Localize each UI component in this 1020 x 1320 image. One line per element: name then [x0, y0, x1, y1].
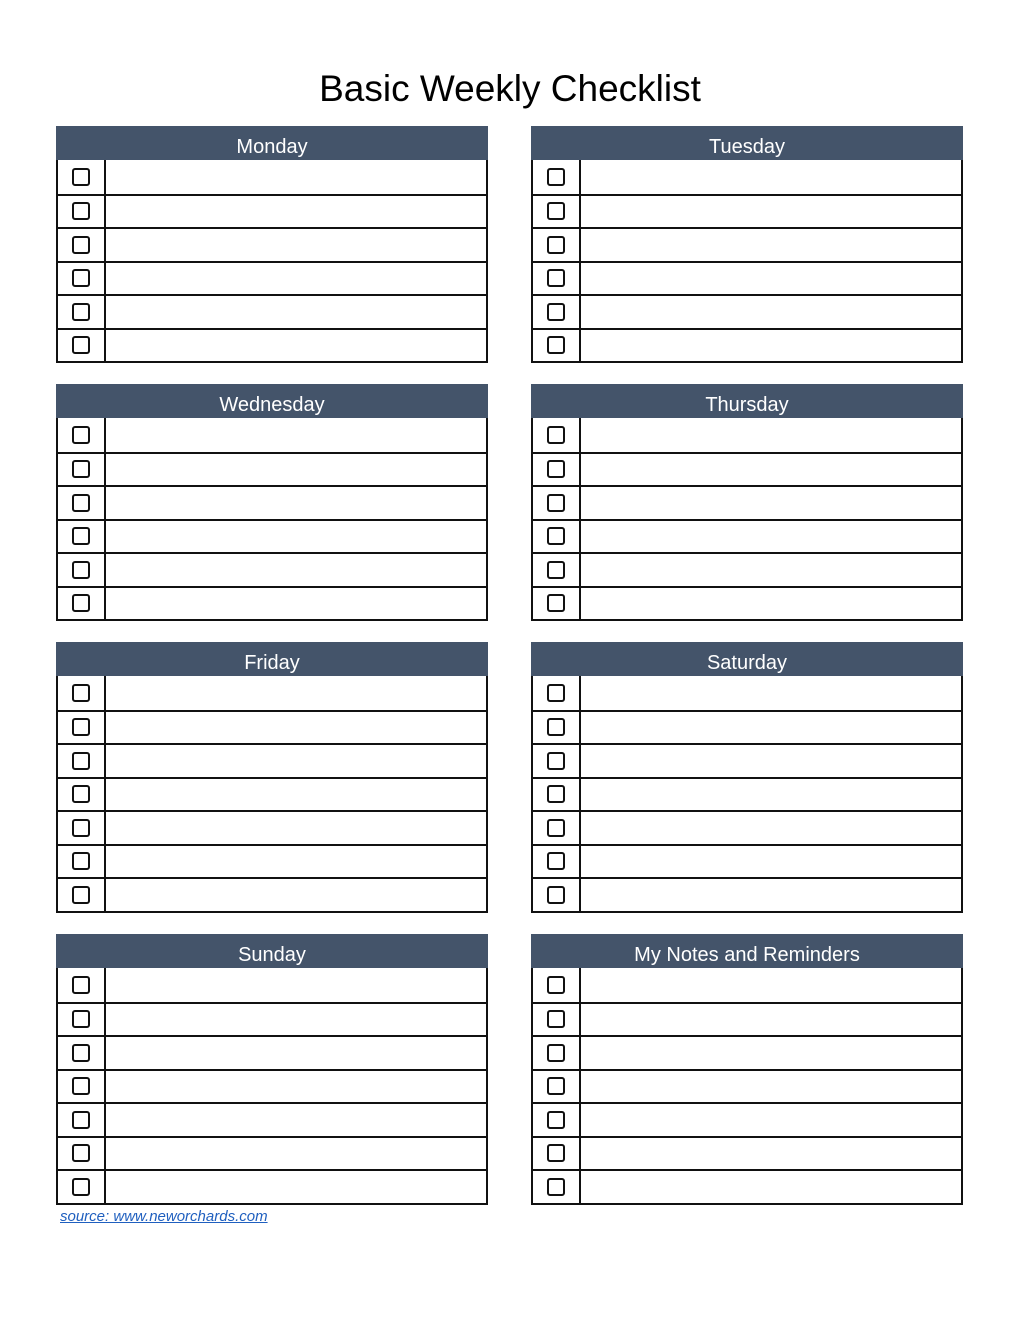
- checkbox[interactable]: [72, 202, 90, 220]
- checkbox[interactable]: [72, 426, 90, 444]
- checklist-row: [58, 586, 486, 620]
- task-text-field[interactable]: [581, 1138, 961, 1170]
- checkbox-cell: [58, 712, 106, 744]
- checkbox[interactable]: [547, 202, 565, 220]
- checkbox[interactable]: [72, 269, 90, 287]
- checkbox[interactable]: [72, 236, 90, 254]
- checkbox-cell: [533, 160, 581, 194]
- checkbox[interactable]: [72, 1010, 90, 1028]
- checkbox-cell: [58, 263, 106, 295]
- task-text-field[interactable]: [581, 676, 961, 710]
- checkbox[interactable]: [72, 1044, 90, 1062]
- checkbox-cell: [58, 1071, 106, 1103]
- checklist-row: [58, 160, 486, 194]
- panel-header: Tuesday: [531, 126, 963, 160]
- checklist-row: [533, 160, 961, 194]
- panel-tuesday: [531, 126, 963, 363]
- checkbox[interactable]: [547, 684, 565, 702]
- checklist-row: [533, 227, 961, 261]
- checklist-rows: [531, 968, 963, 1205]
- checkbox-cell: [533, 229, 581, 261]
- checkbox-cell: [58, 554, 106, 586]
- checkbox-cell: [58, 588, 106, 620]
- checkbox-cell: [533, 1104, 581, 1136]
- checklist-row: [58, 418, 486, 452]
- checkbox-cell: [533, 812, 581, 844]
- task-text-field[interactable]: [106, 812, 486, 844]
- checklist-row: [533, 418, 961, 452]
- checkbox[interactable]: [547, 494, 565, 512]
- task-text-field[interactable]: [581, 712, 961, 744]
- checkbox-cell: [533, 454, 581, 486]
- task-text-field[interactable]: [581, 1104, 961, 1136]
- checklist-row: [58, 1002, 486, 1036]
- task-text-field[interactable]: [106, 779, 486, 811]
- panel-header: Wednesday: [56, 384, 488, 418]
- checklist-row: [58, 710, 486, 744]
- checkbox-cell: [533, 1037, 581, 1069]
- checklist-row: [533, 1035, 961, 1069]
- task-text-field[interactable]: [106, 521, 486, 553]
- checkbox-cell: [533, 1004, 581, 1036]
- panel-header: Monday: [56, 126, 488, 160]
- checklist-row: [533, 519, 961, 553]
- checklist-row: [58, 227, 486, 261]
- checkbox-cell: [58, 296, 106, 328]
- checklist-row: [533, 676, 961, 710]
- task-text-field[interactable]: [581, 229, 961, 261]
- checkbox[interactable]: [547, 1044, 565, 1062]
- task-text-field[interactable]: [581, 779, 961, 811]
- task-text-field[interactable]: [106, 1071, 486, 1103]
- task-text-field[interactable]: [106, 1004, 486, 1036]
- checkbox-cell: [533, 263, 581, 295]
- checkbox[interactable]: [547, 269, 565, 287]
- checkbox[interactable]: [547, 752, 565, 770]
- checkbox[interactable]: [547, 460, 565, 478]
- checkbox-cell: [533, 418, 581, 452]
- checklist-row: [58, 1069, 486, 1103]
- task-text-field[interactable]: [106, 676, 486, 710]
- task-text-field[interactable]: [106, 712, 486, 744]
- checkbox-cell: [58, 1171, 106, 1203]
- task-text-field[interactable]: [106, 487, 486, 519]
- checkbox[interactable]: [547, 785, 565, 803]
- checkbox[interactable]: [72, 527, 90, 545]
- task-text-field[interactable]: [581, 745, 961, 777]
- checkbox-cell: [533, 1071, 581, 1103]
- task-text-field[interactable]: [106, 1104, 486, 1136]
- task-text-field[interactable]: [581, 296, 961, 328]
- checklist-row: [58, 810, 486, 844]
- checklist-row: [58, 1035, 486, 1069]
- panel-thursday: [531, 384, 963, 621]
- checkbox[interactable]: [547, 1144, 565, 1162]
- checkbox-cell: [533, 1138, 581, 1170]
- checkbox-cell: [533, 296, 581, 328]
- task-text-field[interactable]: [581, 263, 961, 295]
- checklist-rows: [531, 418, 963, 621]
- task-text-field[interactable]: [581, 554, 961, 586]
- panel-header: Sunday: [56, 934, 488, 968]
- checklist-row: [58, 552, 486, 586]
- task-text-field[interactable]: [106, 229, 486, 261]
- task-text-field[interactable]: [581, 1037, 961, 1069]
- checklist-row: [58, 485, 486, 519]
- checkbox-cell: [533, 521, 581, 553]
- checkbox-cell: [58, 418, 106, 452]
- checklist-row: [58, 519, 486, 553]
- checkbox[interactable]: [72, 684, 90, 702]
- checkbox-cell: [58, 521, 106, 553]
- checkbox[interactable]: [72, 1077, 90, 1095]
- checkbox[interactable]: [547, 561, 565, 579]
- checklist-row: [533, 452, 961, 486]
- checkbox[interactable]: [547, 236, 565, 254]
- task-text-field[interactable]: [106, 879, 486, 911]
- checkbox[interactable]: [547, 718, 565, 736]
- checklist-row: [533, 1136, 961, 1170]
- task-text-field[interactable]: [581, 160, 961, 194]
- checkbox-cell: [533, 330, 581, 362]
- checklist-row: [533, 877, 961, 911]
- checkbox-cell: [533, 846, 581, 878]
- task-text-field[interactable]: [581, 454, 961, 486]
- checkbox-cell: [58, 1104, 106, 1136]
- task-text-field[interactable]: [106, 196, 486, 228]
- checkbox-cell: [533, 968, 581, 1002]
- checkbox-cell: [58, 745, 106, 777]
- panel-wednesday: [56, 384, 488, 621]
- task-text-field[interactable]: [106, 160, 486, 194]
- checklist-row: [533, 1169, 961, 1203]
- task-text-field[interactable]: [106, 846, 486, 878]
- checkbox-cell: [533, 712, 581, 744]
- checkbox[interactable]: [547, 168, 565, 186]
- checklist-row: [58, 777, 486, 811]
- checkbox-cell: [533, 487, 581, 519]
- page-title: Basic Weekly Checklist: [319, 68, 701, 109]
- checkbox-cell: [533, 779, 581, 811]
- checklist-row: [58, 294, 486, 328]
- checkbox-cell: [58, 879, 106, 911]
- task-text-field[interactable]: [106, 454, 486, 486]
- checkbox[interactable]: [547, 426, 565, 444]
- checkbox[interactable]: [547, 1077, 565, 1095]
- checklist-row: [58, 1136, 486, 1170]
- task-text-field[interactable]: [581, 487, 961, 519]
- checkbox-cell: [58, 330, 106, 362]
- checklist-rows: [56, 676, 488, 913]
- checkbox-cell: [58, 846, 106, 878]
- checkbox[interactable]: [547, 819, 565, 837]
- checkbox[interactable]: [72, 718, 90, 736]
- task-text-field[interactable]: [106, 263, 486, 295]
- checkbox-cell: [58, 1037, 106, 1069]
- checkbox-cell: [58, 160, 106, 194]
- checkbox[interactable]: [72, 561, 90, 579]
- checkbox[interactable]: [72, 852, 90, 870]
- checkbox-cell: [58, 1004, 106, 1036]
- checklist-row: [58, 1169, 486, 1203]
- checkbox-cell: [533, 196, 581, 228]
- checklist-row: [533, 586, 961, 620]
- checkbox-cell: [533, 1171, 581, 1203]
- checkbox[interactable]: [547, 303, 565, 321]
- panel-header: My Notes and Reminders: [531, 934, 963, 968]
- checkbox[interactable]: [547, 1178, 565, 1196]
- checkbox-cell: [533, 588, 581, 620]
- panel-monday: [56, 126, 488, 363]
- checklist-row: [58, 968, 486, 1002]
- checklist-row: [58, 328, 486, 362]
- checkbox[interactable]: [72, 976, 90, 994]
- checklist-rows: [531, 676, 963, 913]
- task-text-field[interactable]: [581, 1171, 961, 1203]
- task-text-field[interactable]: [581, 846, 961, 878]
- task-text-field[interactable]: [581, 879, 961, 911]
- checkbox[interactable]: [547, 527, 565, 545]
- checkbox[interactable]: [72, 460, 90, 478]
- checklist-row: [58, 194, 486, 228]
- checkbox-cell: [533, 879, 581, 911]
- checklist-row: [58, 743, 486, 777]
- checklist-row: [533, 710, 961, 744]
- checklist-row: [533, 194, 961, 228]
- checkbox[interactable]: [72, 752, 90, 770]
- task-text-field[interactable]: [581, 812, 961, 844]
- checklist-row: [58, 452, 486, 486]
- task-text-field[interactable]: [106, 588, 486, 620]
- checkbox[interactable]: [72, 494, 90, 512]
- task-text-field[interactable]: [581, 418, 961, 452]
- checklist-row: [533, 810, 961, 844]
- task-text-field[interactable]: [581, 1004, 961, 1036]
- checkbox[interactable]: [72, 168, 90, 186]
- checklist-row: [533, 844, 961, 878]
- checklist-row: [58, 844, 486, 878]
- task-text-field[interactable]: [106, 1037, 486, 1069]
- checkbox[interactable]: [72, 886, 90, 904]
- task-text-field[interactable]: [581, 588, 961, 620]
- checkbox-cell: [58, 196, 106, 228]
- checkbox-cell: [58, 229, 106, 261]
- checkbox[interactable]: [72, 819, 90, 837]
- checklist-row: [533, 552, 961, 586]
- panel-friday: [56, 642, 488, 913]
- checkbox[interactable]: [72, 336, 90, 354]
- checkbox[interactable]: [72, 785, 90, 803]
- checklist-row: [533, 328, 961, 362]
- checklist-row: [533, 261, 961, 295]
- checkbox-cell: [58, 779, 106, 811]
- checkbox[interactable]: [547, 1010, 565, 1028]
- panel-my-notes-and-reminders: [531, 934, 963, 1205]
- checkbox-cell: [58, 812, 106, 844]
- panel-saturday: [531, 642, 963, 913]
- checklist-row: [533, 1002, 961, 1036]
- checkbox[interactable]: [547, 594, 565, 612]
- task-text-field[interactable]: [581, 1071, 961, 1103]
- checkbox-cell: [58, 968, 106, 1002]
- checkbox-cell: [533, 676, 581, 710]
- task-text-field[interactable]: [106, 554, 486, 586]
- checkbox[interactable]: [547, 976, 565, 994]
- checklist-row: [533, 968, 961, 1002]
- checkbox[interactable]: [547, 886, 565, 904]
- checkbox-cell: [533, 554, 581, 586]
- task-text-field[interactable]: [106, 330, 486, 362]
- task-text-field[interactable]: [106, 1138, 486, 1170]
- panel-header: Friday: [56, 642, 488, 676]
- checkbox-cell: [58, 1138, 106, 1170]
- checkbox[interactable]: [72, 1178, 90, 1196]
- checklist-row: [533, 1069, 961, 1103]
- checkbox-cell: [58, 454, 106, 486]
- checklist-row: [533, 1102, 961, 1136]
- panel-header: Saturday: [531, 642, 963, 676]
- task-text-field[interactable]: [106, 1171, 486, 1203]
- checkbox[interactable]: [72, 1111, 90, 1129]
- checklist-row: [533, 294, 961, 328]
- task-text-field[interactable]: [106, 296, 486, 328]
- panel-header: Thursday: [531, 384, 963, 418]
- checkbox-cell: [58, 487, 106, 519]
- checkbox[interactable]: [72, 303, 90, 321]
- checklist-row: [533, 777, 961, 811]
- panel-sunday: [56, 934, 488, 1205]
- checklist-row: [58, 261, 486, 295]
- checklist-row: [533, 485, 961, 519]
- checklist-rows: [56, 160, 488, 363]
- checkbox[interactable]: [72, 1144, 90, 1162]
- checklist-rows: [56, 418, 488, 621]
- checklist-rows: [56, 968, 488, 1205]
- task-text-field[interactable]: [106, 745, 486, 777]
- checklist-row: [58, 1102, 486, 1136]
- task-text-field[interactable]: [106, 968, 486, 1002]
- task-text-field[interactable]: [581, 968, 961, 1002]
- checklist-row: [58, 877, 486, 911]
- task-text-field[interactable]: [581, 330, 961, 362]
- task-text-field[interactable]: [581, 521, 961, 553]
- checkbox[interactable]: [547, 852, 565, 870]
- source-link[interactable]: source: www.neworchards.com: [60, 1208, 268, 1225]
- checkbox-cell: [58, 676, 106, 710]
- task-text-field[interactable]: [581, 196, 961, 228]
- checklist-row: [533, 743, 961, 777]
- checklist-rows: [531, 160, 963, 363]
- checkbox[interactable]: [547, 1111, 565, 1129]
- checklist-row: [58, 676, 486, 710]
- checkbox-cell: [533, 745, 581, 777]
- task-text-field[interactable]: [106, 418, 486, 452]
- checkbox[interactable]: [72, 594, 90, 612]
- checkbox[interactable]: [547, 336, 565, 354]
